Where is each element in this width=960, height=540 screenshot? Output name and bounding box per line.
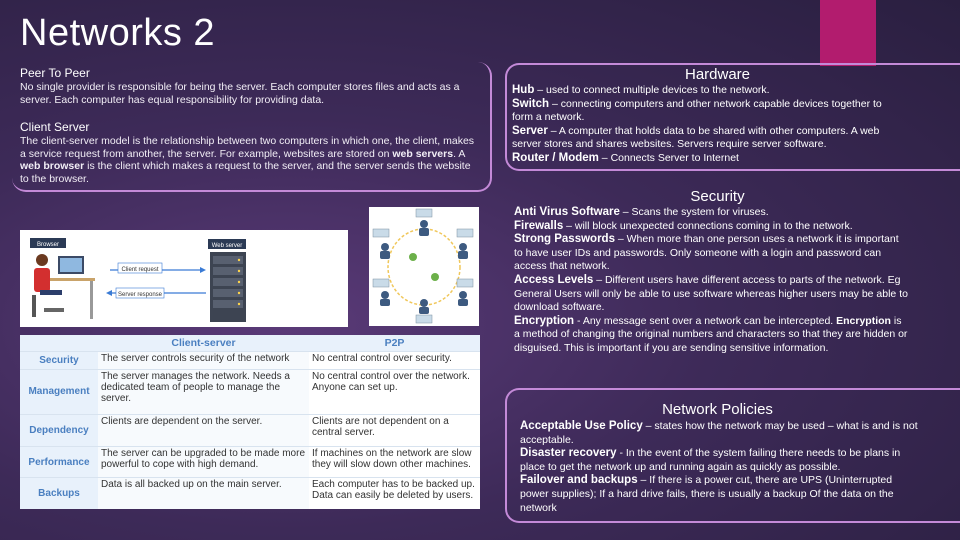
table-header-client-server: Client-server — [98, 335, 309, 352]
page-title: Networks 2 — [20, 12, 216, 54]
list-item: Strong Passwords – When more than one person uses a network it is important to have user IDs and passwords. Only someone with a login and password can access that network. — [514, 233, 899, 273]
browser-label: Browser — [36, 242, 60, 248]
table-header-p2p: P2P — [309, 335, 480, 352]
list-item: Failover and backups – If there is a power cut, there are UPS (Uninterrupted power supplies); If a hard drive fails, there is usually a backup Of the data on the network — [520, 474, 894, 514]
web-server-label: Web server — [211, 243, 243, 249]
accent-bar — [820, 0, 876, 66]
table-header-empty — [20, 335, 98, 352]
p2p-cell: If machines on the network are slow they will slow down other machines. — [309, 446, 480, 478]
row-label: Performance — [20, 446, 98, 478]
list-item: Anti Virus Software – Scans the system for viruses. — [514, 206, 769, 218]
client-server-heading: Client Server — [20, 120, 90, 134]
list-item: Encryption - Any message sent over a network can be intercepted. Encryption is a method of changing the original numbers and characters so that they are hidden or disguised. This is important if you are sending sensitive information. — [514, 314, 908, 354]
row-label: Security — [20, 352, 98, 370]
list-item: Switch – connecting computers and other network capable devices together to form a network. — [512, 97, 882, 124]
comparison-table — [20, 335, 480, 509]
peer-text: No single provider is responsible for being the server. Each computer stores files and acts as a server. Each computer has equal responsibility for providing data. — [20, 81, 460, 106]
p2p-cell: Clients are not dependent on a central server. — [309, 415, 480, 447]
list-item: Access Levels – Different users have different access to parts of the network. Eg General Users will only be able to use software whereas higher users may be able to download software. — [514, 273, 908, 314]
row-label: Backups — [20, 478, 98, 509]
table-header-row — [20, 335, 480, 352]
list-item: Hub – used to connect multiple devices to the network. — [512, 84, 770, 96]
client-server-cell: Clients are dependent on the server. — [98, 415, 309, 447]
p2p-cell: Each computer has to be backed up. Data can easily be deleted by users. — [309, 478, 480, 509]
policies-list — [520, 420, 922, 515]
table-row — [20, 369, 480, 415]
row-label: Management — [20, 369, 98, 415]
table-row — [20, 446, 480, 478]
p2p-cell: No central control over security. — [309, 352, 480, 370]
client-server-cell: Data is all backed up on the main server. — [98, 478, 309, 509]
client-server-cell: The server controls security of the network — [98, 352, 309, 370]
policies-title: Network Policies — [662, 401, 773, 418]
table-row — [20, 478, 480, 509]
p2p-network-diagram — [369, 207, 479, 326]
list-item: Acceptable Use Policy – states how the network may be used – what is and is not acceptable. — [520, 420, 918, 446]
peer-heading: Peer To Peer — [20, 66, 90, 80]
list-item: Disaster recovery - In the event of the system failing there needs to be plans in place to get the network up and running again as quickly as possible. — [520, 447, 901, 473]
hardware-list — [512, 84, 904, 166]
list-item: Firewalls – will block unexpected connections coming in to the network. — [514, 219, 853, 232]
client-server-diagram — [20, 230, 348, 327]
server-response-label: Server response — [117, 292, 163, 298]
security-list — [514, 206, 910, 356]
client-server-cell: The server manages the network. Needs a dedicated team of people to manage the server. — [98, 369, 309, 415]
row-label: Dependency — [20, 415, 98, 447]
hardware-title: Hardware — [684, 66, 751, 83]
client-server-cell: The server can be upgraded to be made more powerful to cope with high demand. — [98, 446, 309, 478]
table-row — [20, 415, 480, 447]
client-server-text: The client-server model is the relationship between two computers in which one, the client, makes a service request from another, the server. For example, websites are stored on web servers. A web browser is the client which makes a request to the server, and the server sends the website to the browser. — [20, 135, 475, 185]
table-row — [20, 352, 480, 370]
list-item: Server – A computer that holds data to be shared with other computers. A web server stores and shares websites. Servers require server software. — [512, 124, 880, 151]
list-item: Router / Modem – Connects Server to Internet — [512, 151, 739, 164]
p2p-cell: No central control over the network. Anyone can set up. — [309, 369, 480, 415]
client-request-label: Client request — [121, 267, 159, 273]
security-title: Security — [690, 188, 745, 205]
